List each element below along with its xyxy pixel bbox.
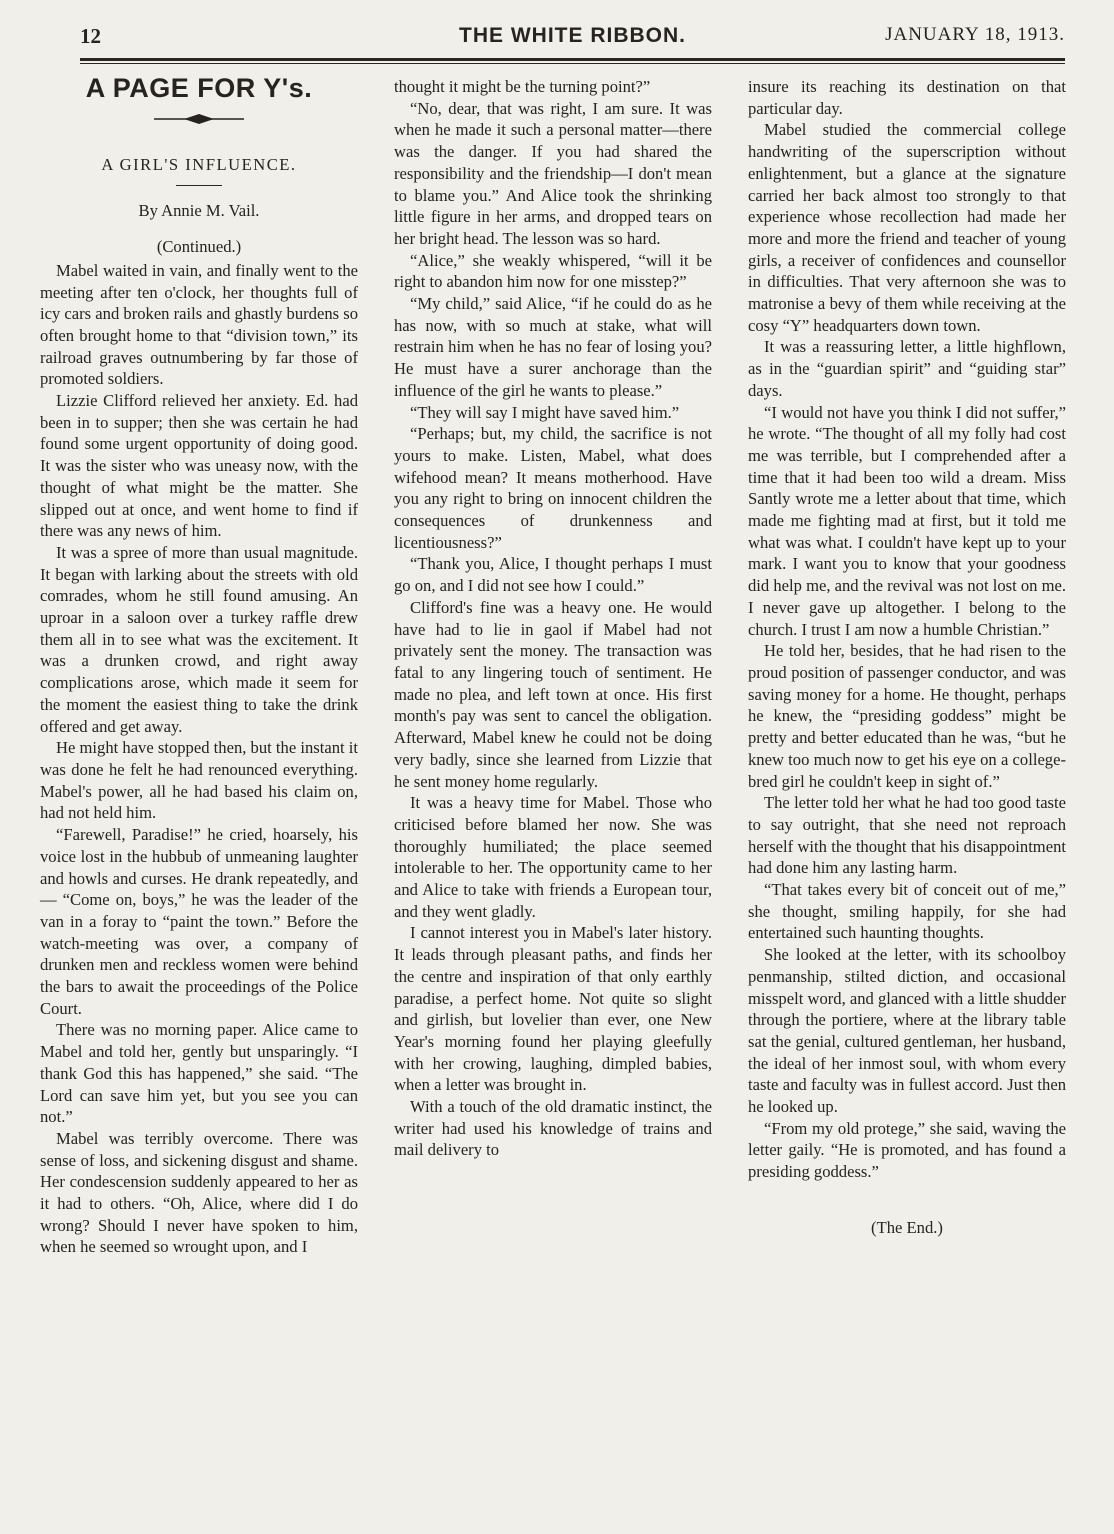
paragraph: Mabel waited in vain, and finally went to the meeting after ten o'clock, her thoughts full of icy cars and broken rails and ghastly burdens so often brought home to that “division town,” its railroad graves outnumbering by far those of promoted soldiers. (40, 260, 358, 389)
ornament-divider-icon (154, 114, 244, 124)
column-3 (748, 76, 1066, 1239)
paragraph: There was no morning paper. Alice came to Mabel and told her, gently but unsparingly. “I thank God this has happened,” she said. “The Lord can save him yet, but you see you can not.” (40, 1020, 358, 1127)
header-rule (80, 58, 1065, 64)
paragraph: “Perhaps; but, my child, the sacrifice is not yours to make. Listen, Mabel, what does wifehood mean? It means motherhood. Have you any right to bring on innocent children the consequences of drunkenness and licentiousness?” (394, 424, 712, 552)
paragraph: “From my old protege,” she said, waving the letter gaily. “He is promoted, and has found a presiding goddess.” (748, 1118, 1066, 1182)
paragraph: Mabel was terribly overcome. There was sense of loss, and sickening disgust and shame. Her condescension suddenly appeared to her as it had to others. “Oh, Alice, where did I do wrong? Should I never have spoken to him, when he seemed so wrought upon, and I (40, 1128, 358, 1257)
issue-date: JANUARY 18, 1913. (885, 24, 1065, 45)
paragraph: Lizzie Clifford relieved her anxiety. Ed. had been in to supper; then she was certain he had found some urgent opportunity of doing good. It was the sister who was uneasy now, with the thought of what might be the matter. She slipped out at once, and went home to find if there was any news of him. (40, 391, 358, 541)
paragraph: The letter told her what he had too good taste to say outright, that she need not reproach herself with the thought that his disappointment had done him any lasting harm. (748, 793, 1066, 878)
publication-title: THE WHITE RIBBON. (459, 24, 686, 47)
paragraph: Clifford's fine was a heavy one. He would have had to lie in gaol if Mabel had not privately sent the money. The transaction was fatal to any lingering touch of sentiment. He made no plea, and left town at once. His first month's pay was sent to cancel the obligation. Afterward, Mabel knew he could not be doing very badly, since she learned from Lizzie that he sent money home regularly. (394, 597, 712, 791)
paragraph: I cannot interest you in Mabel's later history. It leads through pleasant paths, and finds her the centre and inspiration of that only earthly paradise, a perfect home. Not quite so slight and girlish, but lovelier than ever, one New Year's morning found her playing gleefully with her crowing, laughing, dimpled babies, when a letter was brought in. (394, 923, 712, 1095)
page-number: 12 (80, 24, 101, 48)
paragraph: insure its reaching its destination on that particular day. (748, 77, 1066, 118)
page-header (80, 18, 1065, 52)
section-title: A PAGE FOR Y's. (85, 73, 313, 103)
paragraph: “That takes every bit of conceit out of me,” she thought, smiling happily, for she had entertained such haunting thoughts. (748, 880, 1066, 943)
story-title: A GIRL'S INFLUENCE. (101, 154, 297, 174)
column-2 (394, 76, 712, 1161)
paragraph: She looked at the letter, with its schoolboy penmanship, stilted diction, and occasional misspelt word, and glanced with a little shudder through the portiere, where at the library table sat the genial, cultured gentleman, her husband, the ideal of her inmost soul, with whom every taste and faculty was in fullest accord. Just then he looked up. (748, 945, 1066, 1117)
paragraph: It was a reassuring letter, a little highflown, as in the “guardian spirit” and “guiding star” days. (748, 337, 1066, 400)
paragraph: He might have stopped then, but the instant it was done he felt he had renounced everything. Mabel's power, all he had based his claim on, had not held him. (40, 738, 358, 823)
title-rule (176, 185, 222, 186)
paragraph: It was a spree of more than usual magnitude. It began with larking about the streets with old comrades, whom he still found amusing. An uproar in a saloon over a turkey raffle drew them all in to see what was the excitement. It was a drunken crowd, and right away complications arose, which made it seem for the moment the easiest thing to take the drink offered and get away. (40, 542, 358, 736)
paragraph: Mabel studied the commercial college handwriting of the superscription without enlightenment, but a glance at the signature carried her back almost too strongly to that experience whose recollection had made her more and more the friend and teacher of young girls, a receiver of confidences and counsellor in difficulties. That very afternoon she was to matronise a bevy of them while receiving at the cosy “Y” headquarters down town. (748, 120, 1066, 335)
paragraph: “I would not have you think I did not suffer,” he wrote. “The thought of all my folly had cost me was terrible, but I comprehended after a time that it had been too wild a dream. Miss Santly wrote me a letter about that time, which made me fighting mad at first, but it told me what was what. I couldn't have kept up to your mark. I want you to know that your goodness did help me, and the revival was not lost on me. I never gave up altogether. I belong to the church. I trust I am now a humble Christian.” (748, 402, 1066, 639)
paragraph: “Alice,” she weakly whispered, “will it be right to abandon him now for one misstep?” (394, 250, 712, 292)
paragraph: “No, dear, that was right, I am sure. It was when he made it such a personal matter—there was the danger. If you had shared the responsibility and the friendship—I don't mean to blame you.” And Alice took the shrinking little figure in her arms, and dropped tears on her bright head. The lesson was so hard. (394, 98, 712, 248)
paragraph: “They will say I might have saved him.” (410, 402, 680, 422)
paragraph: “Farewell, Paradise!” he cried, hoarsely, his voice lost in the hubbub of unmeaning laughter and howls and curses. He drank repeatedly, and— “Come on, boys,” he was the leader of the van in a foray to “paint the town.” Before the watch-meeting was over, a company of drunken men and reckless women were behind the bars to await the proceedings of the Police Court. (40, 825, 358, 1018)
paragraph: thought it might be the turning point?” (394, 77, 651, 96)
column-1 (40, 73, 358, 1258)
paragraph: He told her, besides, that he had risen to the proud position of passenger conductor, and was saving money for a home. He thought, perhaps he knew, the “presiding goddess” might be pretty and better educated than he was, “but he knew too much now to get his eye on a college-bred girl he couldn't keep in sight of.” (748, 641, 1066, 791)
paragraph: “My child,” said Alice, “if he could do as he has now, with so much at stake, what will restrain him when he has no fear of losing you? He must have a surer anchorage than the influence of the girl he wants to please.” (394, 294, 712, 400)
paragraph: It was a heavy time for Mabel. Those who criticised before blamed her now. She was thoroughly humiliated; the place seemed intolerable to her. The opportunity came to her and Alice to take with friends a European tour, and they went gladly. (394, 793, 712, 921)
paragraph: With a touch of the old dramatic instinct, the writer had used his knowledge of trains and mail delivery to (394, 1097, 712, 1160)
byline: By Annie M. Vail. (138, 201, 260, 221)
continued-note: (Continued.) (156, 237, 242, 257)
paragraph: “Thank you, Alice, I thought perhaps I must go on, and I did not see how I could.” (394, 554, 712, 596)
the-end: (The End.) (871, 1217, 943, 1237)
